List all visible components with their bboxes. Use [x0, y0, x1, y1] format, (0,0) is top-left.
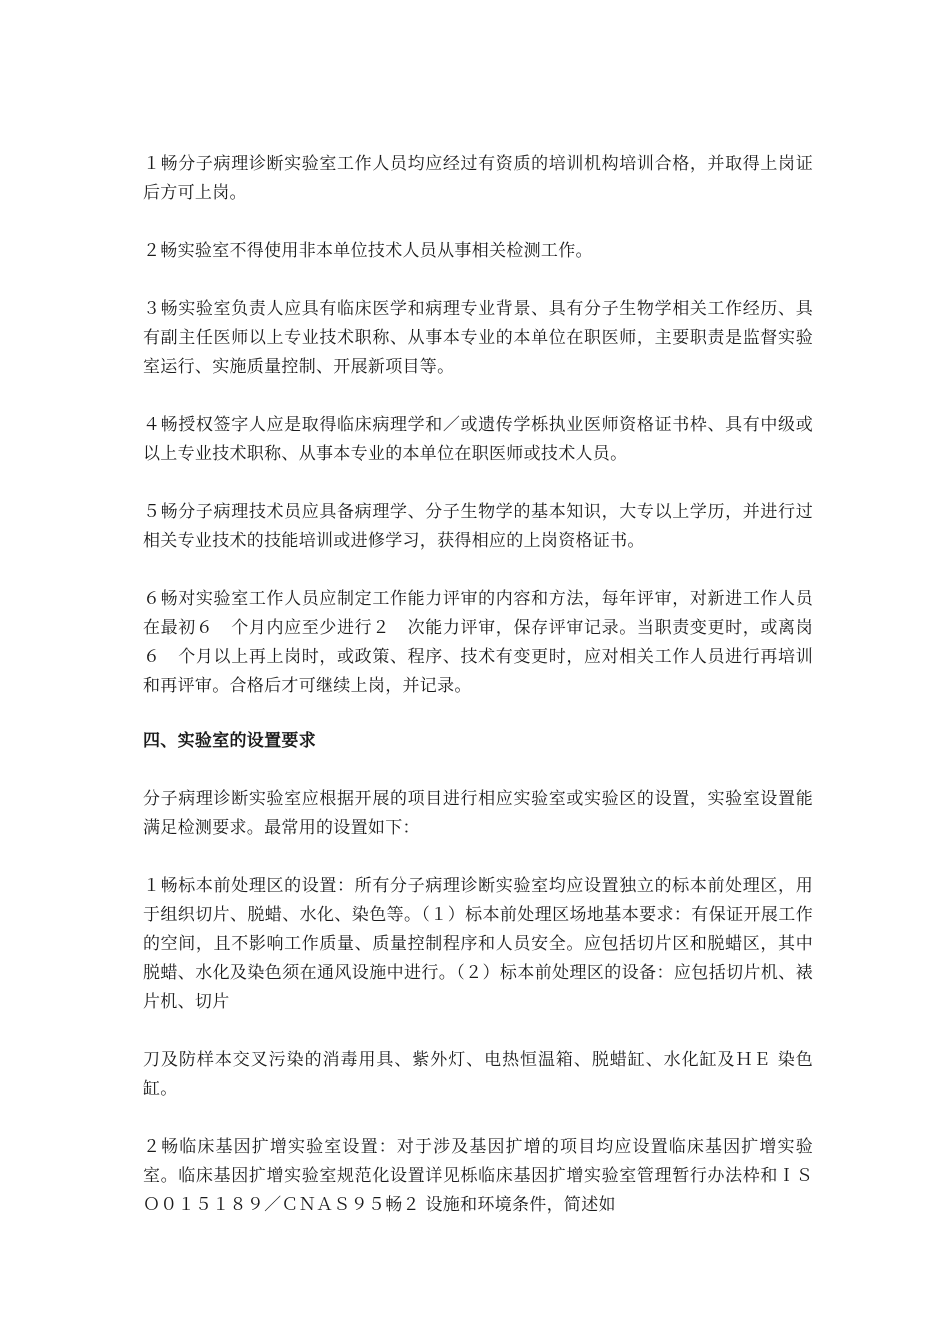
paragraph-5: ５畅分子病理技术员应具备病理学、分子生物学的基本知识，大专以上学历，并进行过相关专业技术的技能培训或进修学习，获得相应的上岗资格证书。: [143, 502, 813, 551]
section-paragraph-3: 刀及防样本交叉污染的消毒用具、紫外灯、电热恒温箱、脱蜡缸、水化缸及ＨＥ 染色缸。: [143, 1050, 813, 1099]
document-body: [143, 150, 813, 1249]
paragraph-2: ２畅实验室不得使用非本单位技术人员从事相关检测工作。: [143, 241, 593, 261]
section-heading: 四、实验室的设置要求: [143, 731, 316, 751]
section-paragraph-2: １畅标本前处理区的设置：所有分子病理诊断实验室均应设置独立的标本前处理区，用于组织切片、脱蜡、水化、染色等。（１）标本前处理区场地基本要求：有保证开展工作的空间，且不影响工作质量、质量控制程序和人员安全。应包括切片区和脱蜡区，其中脱蜡、水化及染色须在通风设施中进行。（２）标本前处理区的设备：应包括切片机、裱片机、切片: [143, 876, 813, 1012]
paragraph-6: ６畅对实验室工作人员应制定工作能力评审的内容和方法，每年评审，对新进工作人员在最初６ 个月内应至少进行２ 次能力评审，保存评审记录。当职责变更时，或离岗６ 个月以上再上岗时，或政策、程序、技术有变更时，应对相关工作人员进行再培训和再评审。合格后才可继续上岗，并记录。: [143, 589, 813, 696]
section-paragraph-1: 分子病理诊断实验室应根据开展的项目进行相应实验室或实验区的设置，实验室设置能满足检测要求。最常用的设置如下：: [143, 789, 813, 838]
section-paragraph-4: ２畅临床基因扩增实验室设置：对于涉及基因扩增的项目均应设置临床基因扩增实验室。临床基因扩增实验室规范化设置详见栎临床基因扩增实验室管理暂行办法枠和ＩＳＯ０１５１８９／ＣＮＡＳ９５畅２ 设施和环境条件，简述如: [143, 1137, 813, 1215]
paragraph-3: ３畅实验室负责人应具有临床医学和病理专业背景、具有分子生物学相关工作经历、具有副主任医师以上专业技术职称、从事本专业的本单位在职医师，主要职责是监督实验室运行、实施质量控制、开展新项目等。: [143, 299, 813, 377]
paragraph-4: ４畅授权签字人应是取得临床病理学和／或遗传学栎执业医师资格证书枠、具有中级或以上专业技术职称、从事本专业的本单位在职医师或技术人员。: [143, 415, 813, 464]
paragraph-1: １畅分子病理诊断实验室工作人员均应经过有资质的培训机构培训合格，并取得上岗证后方可上岗。: [143, 154, 813, 203]
